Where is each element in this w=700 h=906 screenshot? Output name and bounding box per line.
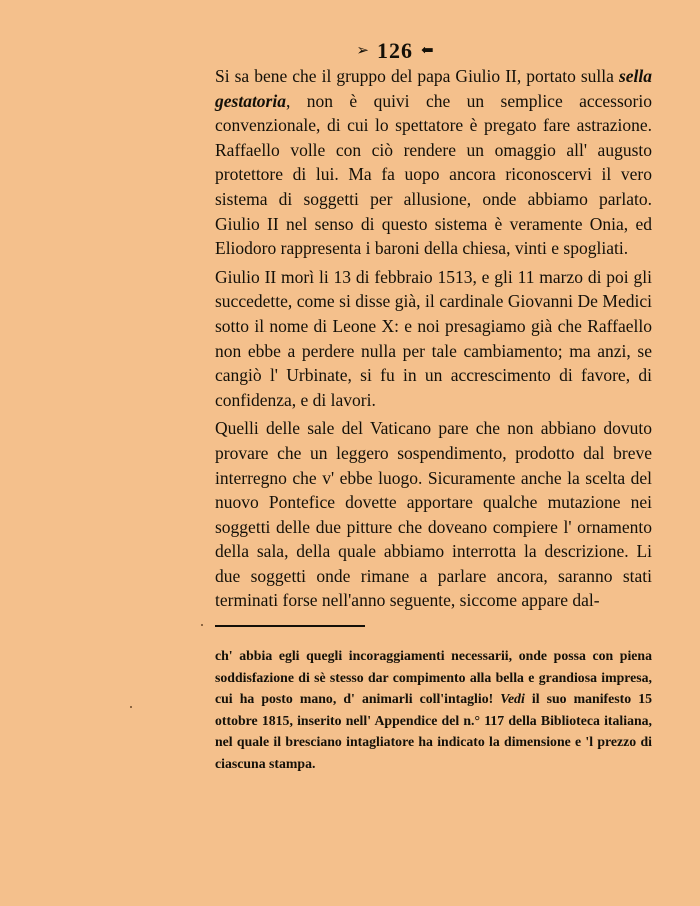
- main-text: [215, 64, 652, 613]
- page-number: 126: [377, 37, 413, 63]
- paragraph-1: Si sa bene che il gruppo del papa Giulio II, portato sulla sella gestatoria, non è quivi che un semplice accessorio convenzionale, di cui lo spettatore è pregato fare astrazione. Raffaello volle con ciò rendere un omaggio all' augusto protettore di lui. Ma fa uopo ancora riconoscervi il vero sistema di soggetti per allusione, onde abbiamo parlato. Giulio II nel senso di questo sistema è veramente Onia, ed Eliodoro rappresenta i baroni della chiesa, vinti e spogliati.: [215, 66, 652, 259]
- right-arrow-ornament-icon: ➢: [356, 42, 369, 59]
- paper-speck: [130, 706, 132, 708]
- left-arrow-ornament-icon: ⬅: [421, 42, 434, 59]
- paragraph-3: Quelli delle sale del Vaticano pare che non abbiano dovuto provare che un leggero sospendimento, prodotto dal breve interregno che v' ebbe luogo. Sicuramente anche la scelta del nuovo Pontefice dovette apportare qualche mutazione nei soggetti delle due pitture che doveano compiere l' ornamento della sala, della quale abbiamo interrotta la descrizione. Li due soggetti onde rimane a parlare ancora, saranno stati terminati forse nell'anno seguente, siccome appare dal-: [215, 418, 652, 611]
- page-number-header: [285, 36, 505, 64]
- footnote: ch' abbia egli quegli incoraggiamenti necessarii, onde possa con piena soddisfazione di sè stesso dar compimento alla bella e grandiosa impresa, cui ha posto mano, d' animarli coll'intaglio! Vedi il suo manifesto 15 ottobre 1815, inserito nell' Appendice del n.° 117 della Biblioteca italiana, nel quale il bresciano intagliatore ha indicato la dimensione e 'l prezzo di ciascuna stampa.: [215, 648, 652, 772]
- footnote-italic: Vedi: [500, 691, 525, 707]
- italic-phrase: sella gestatoria: [215, 66, 652, 111]
- book-page: [215, 36, 652, 775]
- footnote-separator: [215, 625, 365, 627]
- paper-speck: [201, 624, 203, 626]
- paragraph-2: Giulio II morì li 13 di febbraio 1513, e gli 11 marzo di poi gli succedette, come si disse già, il cardinale Giovanni De Medici sotto il nome di Leone X: e noi presagiamo già che Raffaello non ebbe a perdere nulla per tale cambiamento; ma anzi, se cangiò l' Urbinate, si fu in un accrescimento di favore, di confidenza, e di lavori.: [215, 266, 652, 410]
